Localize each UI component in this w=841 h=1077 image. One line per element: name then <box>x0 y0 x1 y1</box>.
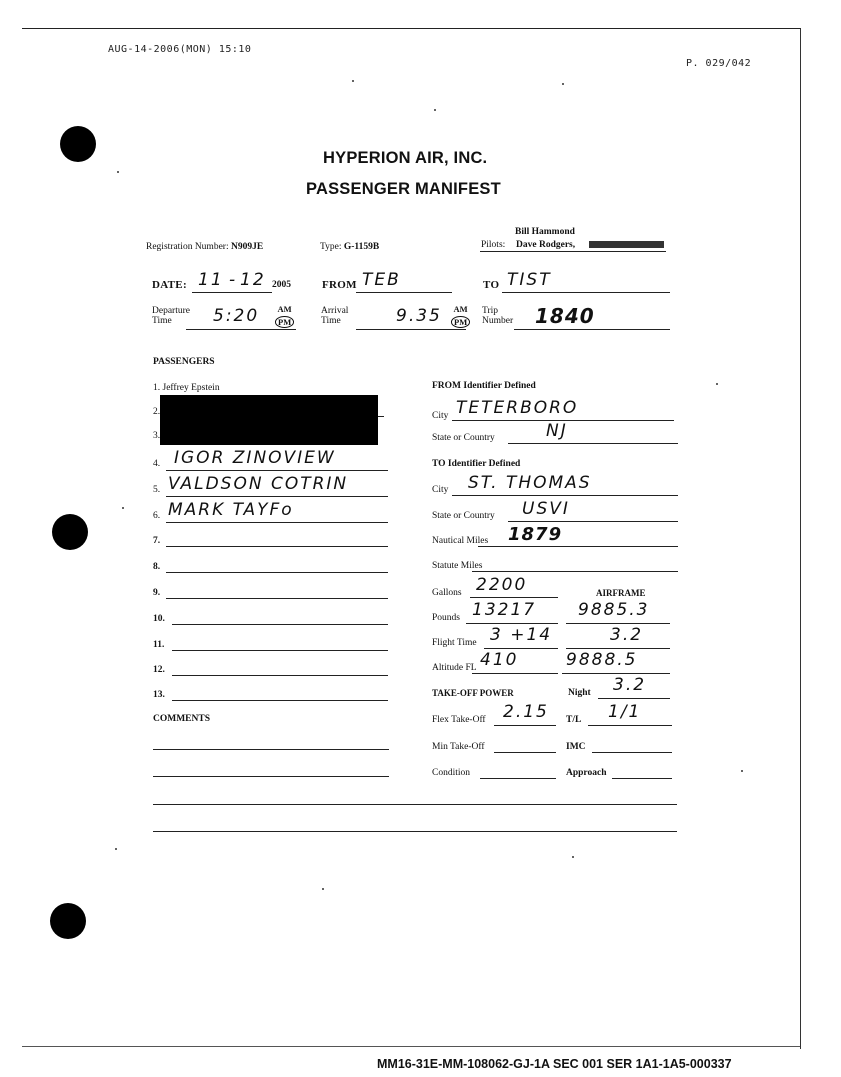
scan-speck <box>434 109 436 111</box>
arrival-pm-circled: PM <box>451 316 470 328</box>
gallons-value: 2200 <box>476 575 528 595</box>
to-state-label: State or Country <box>432 511 495 521</box>
to-city-value: ST. THOMAS <box>468 473 592 493</box>
passenger-4-number: 4. <box>153 459 161 469</box>
flex-takeoff-value: 2.15 <box>503 702 549 722</box>
passenger-10-number: 10. <box>153 614 165 624</box>
takeoff-power-heading: TAKE-OFF POWER <box>432 688 514 698</box>
registration-field <box>146 242 263 252</box>
arrival-time-label: Arrival Time <box>321 306 349 326</box>
from-identifier-heading: FROM Identifier Defined <box>432 381 536 391</box>
date-day: 12 <box>240 270 266 290</box>
pilot-name-2: Dave Rodgers, <box>516 240 576 250</box>
from-city-value: TETERBORO <box>456 398 579 418</box>
passenger-7-underline <box>166 546 388 547</box>
altitude-value: 410 <box>480 650 519 670</box>
passenger-5-number: 5. <box>153 485 161 495</box>
scan-speck <box>741 770 743 772</box>
date-separator: - <box>229 270 238 290</box>
passenger-4-underline <box>166 470 388 471</box>
passenger-6-underline <box>166 522 388 523</box>
departure-underline <box>186 329 296 330</box>
statute-miles-underline <box>472 571 678 572</box>
to-state-underline <box>508 521 678 522</box>
from-state-underline <box>508 443 678 444</box>
passenger-6-number: 6. <box>153 511 161 521</box>
company-name: HYPERION AIR, INC. <box>323 149 488 167</box>
redacted-passengers-2-3 <box>160 395 378 445</box>
pounds-value: 13217 <box>472 600 537 620</box>
scan-speck <box>115 848 117 850</box>
passengers-heading: PASSENGERS <box>153 357 215 367</box>
scan-speck <box>572 856 574 858</box>
night-label: Night <box>568 688 591 698</box>
date-year: 2005 <box>272 280 291 290</box>
flex-takeoff-label: Flex Take-Off <box>432 715 486 725</box>
arrival-underline <box>356 329 466 330</box>
pounds-label: Pounds <box>432 613 460 623</box>
date-underline <box>192 292 272 293</box>
airframe-value-3: 9888.5 <box>566 650 638 670</box>
airframe-3-underline <box>562 673 670 674</box>
passenger-13-number: 13. <box>153 690 165 700</box>
condition-label: Condition <box>432 768 471 778</box>
scan-speck <box>122 507 124 509</box>
airframe-heading: AIRFRAME <box>596 588 646 598</box>
scan-speck <box>716 383 718 385</box>
departure-time-label: Departure Time <box>152 306 190 326</box>
approach-underline <box>612 778 672 779</box>
scan-speck <box>117 171 119 173</box>
passenger-8-underline <box>166 572 388 573</box>
nautical-miles-label: Nautical Miles <box>432 536 489 546</box>
passenger-2-underline <box>378 416 384 417</box>
passenger-11-underline <box>172 650 388 651</box>
scan-speck <box>562 83 564 85</box>
from-airport: TEB <box>362 270 401 290</box>
flight-time-label: Flight Time <box>432 638 477 648</box>
altitude-label: Altitude FL <box>432 663 477 673</box>
scan-speck <box>322 888 324 890</box>
passenger-2-number: 2. <box>153 407 161 417</box>
night-underline <box>598 698 670 699</box>
comments-line-1 <box>153 749 389 750</box>
comments-line-4 <box>153 831 677 832</box>
imc-label: IMC <box>566 742 586 752</box>
to-label: TO <box>483 279 500 291</box>
trip-number-underline <box>514 329 670 330</box>
passenger-13-underline <box>172 700 388 701</box>
from-label: FROM <box>322 279 357 291</box>
from-state-label: State or Country <box>432 433 495 443</box>
comments-line-2 <box>153 776 389 777</box>
date-label: DATE: <box>152 279 187 291</box>
fax-page-number: P. 029/042 <box>686 58 752 69</box>
tl-underline <box>588 725 672 726</box>
flight-time-underline <box>484 648 558 649</box>
flight-time-value: 3 +14 <box>490 625 553 645</box>
to-state-value: USVI <box>522 499 570 519</box>
to-city-underline <box>452 495 678 496</box>
passenger-5-name: VALDSON COTRIN <box>168 474 349 494</box>
passenger-12-underline <box>172 675 388 676</box>
arrival-time-value: 9.35 <box>396 306 442 326</box>
passenger-9-number: 9. <box>153 588 161 598</box>
airframe-value-2: 3.2 <box>610 625 644 645</box>
fax-page-bottom-edge <box>22 1046 800 1047</box>
scan-speck <box>352 80 354 82</box>
document-control-number: MM16-31E-MM-108062-GJ-1A SEC 001 SER 1A1-1A5-000337 <box>377 1057 732 1071</box>
document-title: PASSENGER MANIFEST <box>306 180 501 198</box>
passenger-10-underline <box>172 624 388 625</box>
type-label: Type: <box>320 242 342 252</box>
trip-number-label: Trip Number <box>482 306 514 326</box>
airframe-2-underline <box>566 648 670 649</box>
from-underline <box>356 292 452 293</box>
passenger-3-number: 3. <box>153 431 161 441</box>
punch-hole-top <box>60 126 96 162</box>
passenger-4-name: IGOR ZINOVIEW <box>174 448 336 468</box>
punch-hole-middle <box>52 514 88 550</box>
passenger-7-number: 7. <box>153 536 161 546</box>
pilot-name-1: Bill Hammond <box>515 227 575 237</box>
pilots-underline <box>480 251 666 252</box>
comments-line-3 <box>153 804 677 805</box>
type-value: G-1159B <box>343 242 380 252</box>
fax-datetime: AUG-14-2006(MON) 15:10 <box>108 44 252 55</box>
passenger-9-underline <box>166 598 388 599</box>
airframe-value-1: 9885.3 <box>578 600 650 620</box>
arrival-ampm: AM PM <box>451 304 470 328</box>
date-month: 11 <box>198 270 224 290</box>
punch-hole-bottom <box>50 903 86 939</box>
trip-number-value: 1840 <box>535 304 595 328</box>
night-value: 3.2 <box>613 675 647 695</box>
registration-label: Registration Number: <box>146 242 229 252</box>
pounds-underline <box>466 623 558 624</box>
passenger-8-number: 8. <box>153 562 161 572</box>
departure-time-value: 5:20 <box>213 306 260 326</box>
passenger-5-underline <box>166 496 388 497</box>
from-city-label: City <box>432 411 449 421</box>
departure-pm-circled: PM <box>275 316 294 328</box>
pilots-label: Pilots: <box>481 240 506 250</box>
imc-underline <box>592 752 672 753</box>
nautical-miles-value: 1879 <box>508 524 563 545</box>
approach-label: Approach <box>566 768 607 778</box>
statute-miles-label: Statute Miles <box>432 561 483 571</box>
passenger-12-number: 12. <box>153 665 165 675</box>
min-takeoff-underline <box>494 752 556 753</box>
to-city-label: City <box>432 485 449 495</box>
gallons-label: Gallons <box>432 588 462 598</box>
airframe-1-underline <box>566 623 670 624</box>
passenger-11-number: 11. <box>153 640 165 650</box>
to-underline <box>502 292 670 293</box>
condition-underline <box>480 778 556 779</box>
tl-label: T/L <box>566 715 582 725</box>
to-airport: TIST <box>507 270 552 290</box>
aircraft-type-field <box>320 242 379 252</box>
passenger-1: 1. Jeffrey Epstein <box>153 383 220 393</box>
to-identifier-heading: TO Identifier Defined <box>432 459 521 469</box>
departure-ampm: AM PM <box>275 304 294 328</box>
passenger-6-name: MARK TAYFo <box>168 500 294 520</box>
comments-heading: COMMENTS <box>153 714 210 724</box>
gallons-underline <box>470 597 558 598</box>
tl-value: 1/1 <box>608 702 642 722</box>
registration-value: N909JE <box>230 242 264 252</box>
flex-takeoff-underline <box>494 725 556 726</box>
nautical-miles-underline <box>478 546 678 547</box>
altitude-underline <box>472 673 558 674</box>
from-state-value: NJ <box>546 421 568 441</box>
redacted-pilot-name <box>589 241 664 248</box>
min-takeoff-label: Min Take-Off <box>432 742 485 752</box>
